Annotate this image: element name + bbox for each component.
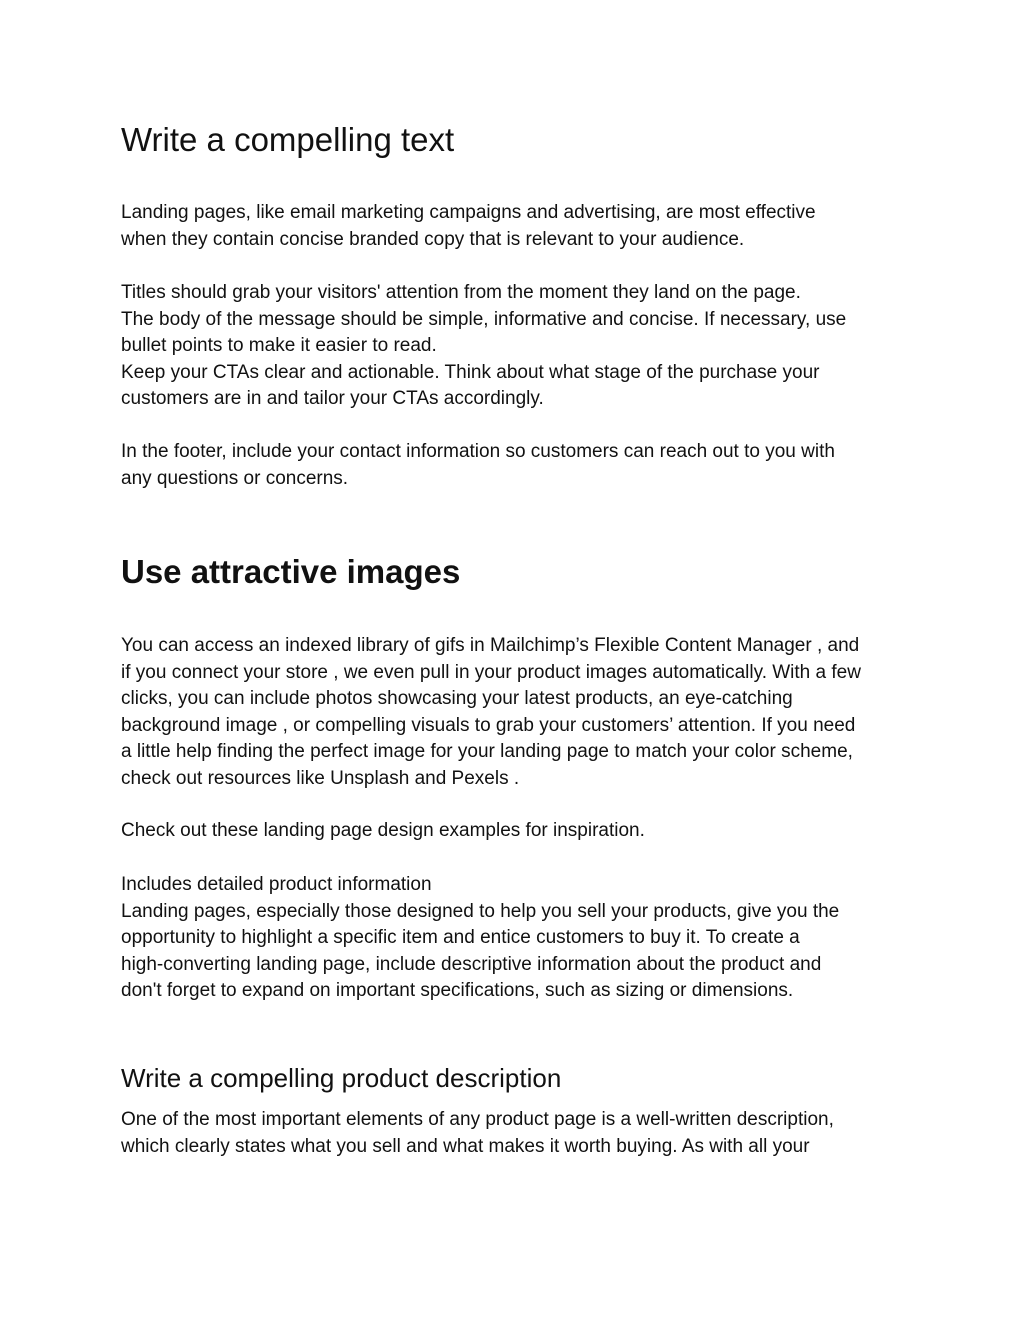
heading-write-product-description: Write a compelling product description	[121, 1063, 562, 1093]
paragraph-product-description: One of the most important elements of any product page is a well-written description, which clearly states what you sell and what makes it worth buying. As with all your	[121, 1109, 834, 1157]
paragraph-titles-body-ctas: Titles should grab your visitors' attention from the moment they land on the page. The body of the message should be simple, informative and concise. If necessary, use bullet points to make it easier to read. Keep your CTAs clear and actionable. Think about what stage of the purchase your customers are in and tailor your CTAs accordingly.	[121, 282, 847, 409]
paragraph-footer-contact: In the footer, include your contact information so customers can reach out to you with any questions or concerns.	[121, 441, 835, 489]
paragraph-image-library: You can access an indexed library of gifs in Mailchimp’s Flexible Content Manager , and if you connect your store , we even pull in your product images automatically. With a few clicks, you can include photos showcasing your latest products, an eye-catching background image , or compelling visuals to grab your customers’ attention. If you need a little help finding the perfect image for your landing page to match your color scheme, check out resources like Unsplash and Pexels .	[121, 635, 861, 789]
paragraph-design-examples: Check out these landing page design examples for inspiration.	[121, 820, 645, 841]
paragraph-landing-pages-intro: Landing pages, like email marketing campaigns and advertising, are most effective when they contain concise branded copy that is relevant to your audience.	[121, 202, 816, 250]
heading-write-compelling-text: Write a compelling text	[121, 121, 455, 158]
heading-use-attractive-images: Use attractive images	[121, 553, 461, 590]
paragraph-product-information: Includes detailed product information Landing pages, especially those designed to help you sell your products, give you the opportunity to highlight a specific item and entice customers to buy it. To create a high-converting landing page, include descriptive information about the product and don't forget to expand on important specifications, such as sizing or dimensions.	[121, 874, 840, 1001]
